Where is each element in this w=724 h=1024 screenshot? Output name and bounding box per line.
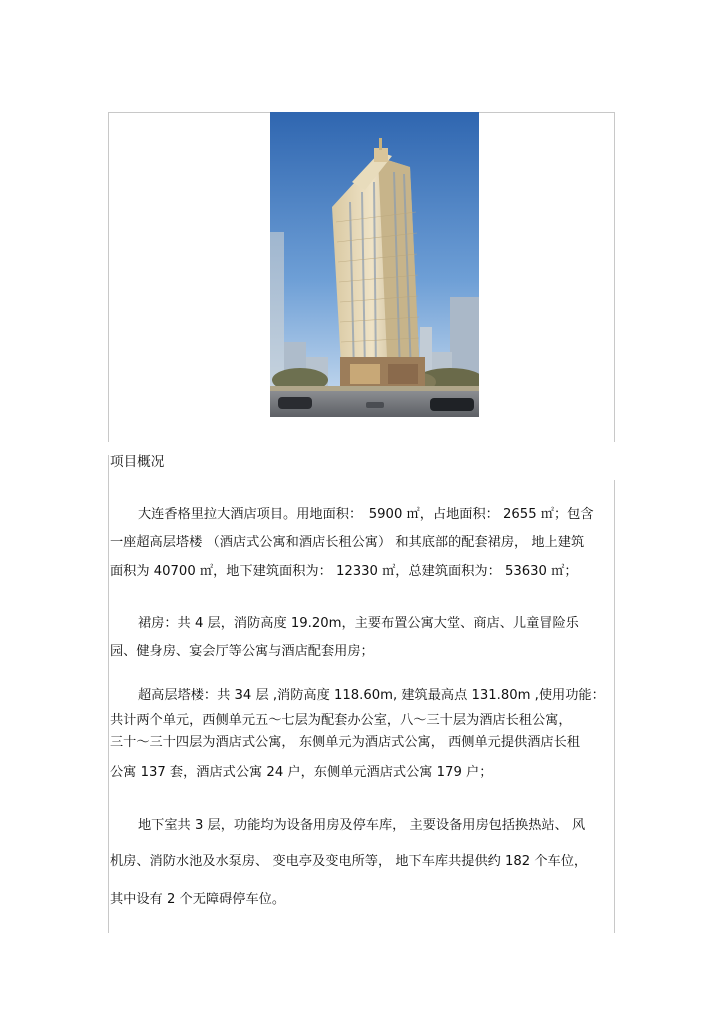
frame-right-border	[614, 112, 615, 442]
paragraph-line: 公寓 137 套，酒店式公寓 24 户，东侧单元酒店式公寓 179 户；	[110, 765, 493, 780]
frame-left-border	[108, 112, 109, 442]
paragraph-line: 超高层塔楼：共 34 层 ,消防高度 118.60m, 建筑最高点 131.80m ,使用功能：	[138, 688, 605, 703]
paragraph-line: 一座超高层塔楼 （酒店式公寓和酒店长租公寓） 和其底部的配套裙房， 地上建筑	[110, 535, 585, 550]
paragraph-line: 其中设有 2 个无障碍停车位。	[110, 892, 286, 907]
paragraph-line: 裙房：共 4 层，消防高度 19.20m，主要布置公寓大堂、商店、儿童冒险乐	[138, 616, 579, 631]
paragraph-line: 园、健身房、宴会厅等公寓与酒店配套用房；	[110, 644, 374, 659]
frame-right-border-lower	[614, 480, 615, 933]
paragraph-line: 机房、消防水池及水泵房、 变电亭及变电所等， 地下车库共提供约 182 个车位，	[110, 854, 588, 869]
paragraph-line: 三十～三十四层为酒店式公寓， 东侧单元为酒店式公寓， 西侧单元提供酒店长租	[110, 735, 580, 750]
building-rendering-image	[270, 112, 479, 417]
frame-left-border-lower	[108, 455, 109, 933]
paragraph-line: 面积为 40700 ㎡，地下建筑面积为： 12330 ㎡，总建筑面积为： 53630 ㎡；	[110, 564, 578, 579]
section-title: 项目概况	[110, 454, 165, 470]
paragraph-line: 大连香格里拉大酒店项目。用地面积： 5900 ㎡，占地面积： 2655 ㎡；包含	[138, 507, 594, 522]
paragraph-line: 共计两个单元，西侧单元五～七层为配套办公室，八～三十层为酒店长租公寓，	[110, 713, 572, 728]
paragraph-line: 地下室共 3 层，功能均为设备用房及停车库， 主要设备用房包括换热站、 风	[138, 818, 586, 833]
